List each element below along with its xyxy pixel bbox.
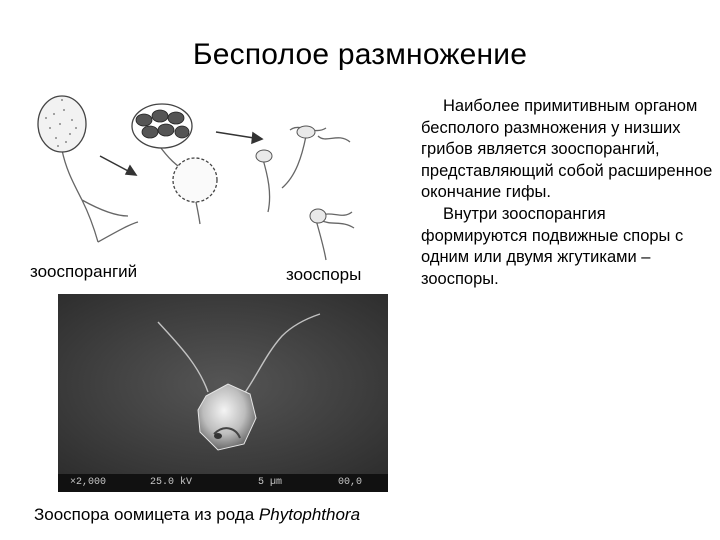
sem-micrograph <box>58 294 388 492</box>
label-zoosporangium: зооспорангий <box>30 262 138 281</box>
sem-data-bar <box>58 474 388 492</box>
sem-voltage: 25.0 kV <box>150 477 193 488</box>
micrograph-caption <box>34 505 360 525</box>
label-zoospores: зооспоры <box>286 265 362 284</box>
sporangium-drawing <box>20 92 400 262</box>
sem-id: 00,0 <box>338 477 363 488</box>
sem-scale: 5 µm <box>258 477 283 488</box>
description-paragraph-2: Внутри зооспорангия формируются подвижные споры с одним или двумя жгутиками – зооспоры. <box>421 204 684 288</box>
description-paragraph-1: Наиболее примитивным органом бесполого размножения у низших грибов является зооспорангий, представляющий собой расширенное окончание гифы. <box>421 97 713 202</box>
description-text <box>421 96 716 290</box>
slide-title: Бесполое размножение <box>192 38 528 71</box>
caption-genus: Phytophthora <box>258 505 361 524</box>
sem-magnification: ×2,000 <box>70 477 107 488</box>
caption-text: Зооспора оомицета из рода <box>34 505 259 524</box>
